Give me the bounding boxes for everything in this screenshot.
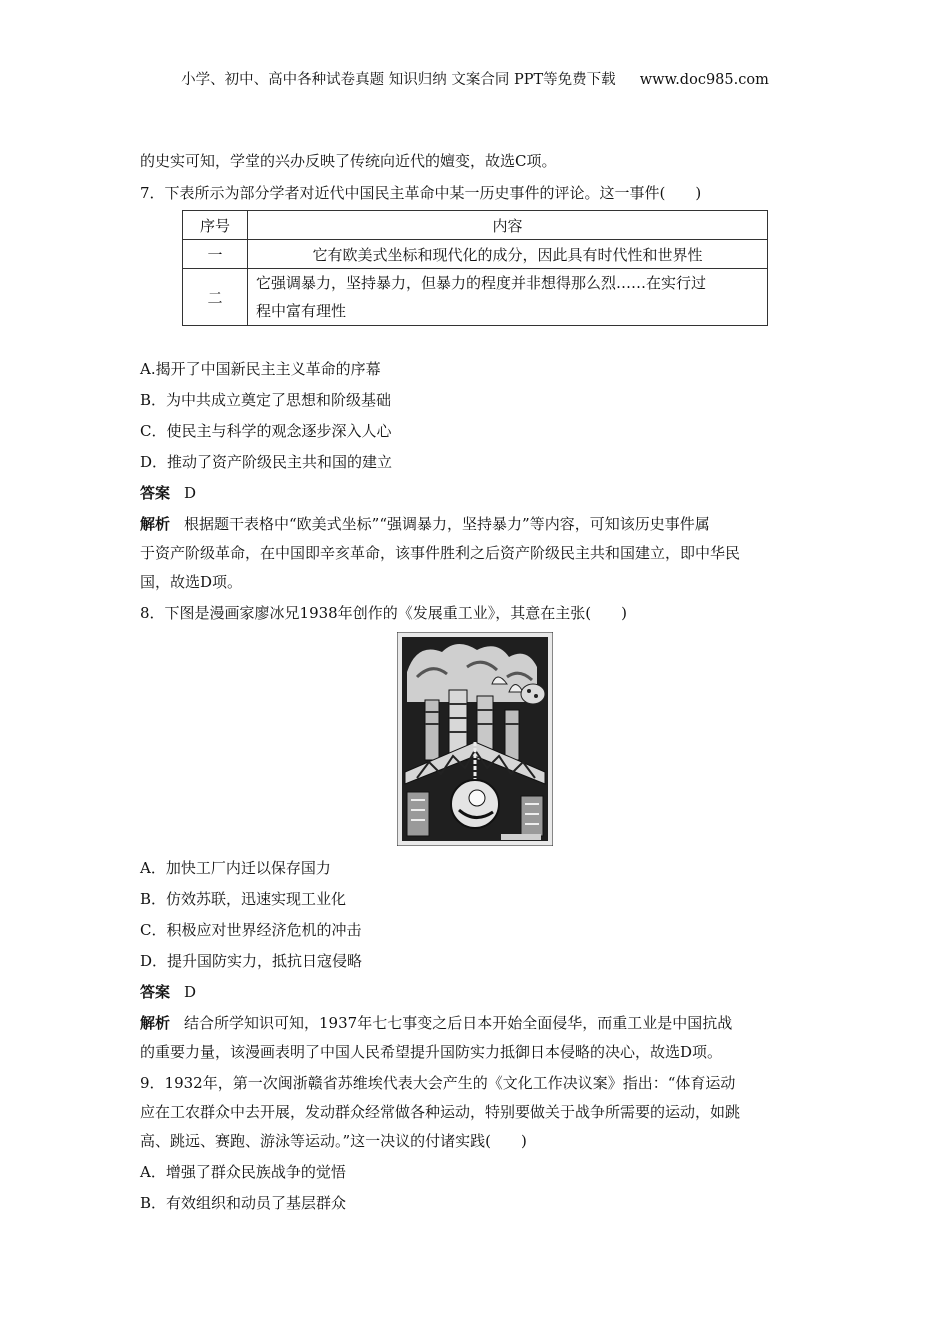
col-header-no: 序号 [183,211,248,240]
q7-analysis-line: 国，故选D项。 [140,573,243,591]
page-header [0,68,950,89]
table-header-row [183,211,768,240]
row-no: 二 [183,269,248,326]
q9-option-b: B．有效组织和动员了基层群众 [140,1194,347,1212]
q7-option-b: B．为中共成立奠定了思想和阶级基础 [140,391,392,409]
analysis-label: 解析 [140,515,171,533]
analysis-text: 根据题干表格中“欧美式坐标”“强调暴力，坚持暴力”等内容，可知该历史事件属 [184,515,710,533]
header-text: 小学、初中、高中各种试卷真题 知识归纳 文案合同 PPT等免费下载 [181,72,616,88]
q9-stem: 9．1932年，第一次闽浙赣省苏维埃代表大会产生的《文化工作决议案》指出：“体育运动 [140,1074,736,1092]
previous-analysis-tail: 的史实可知，学堂的兴办反映了传统向近代的嬗变，故选C项。 [140,152,557,170]
q7-stem: 7．下表所示为部分学者对近代中国民主革命中某一历史事件的评论。这一事件( ) [140,184,702,202]
q7-option-a: A.揭开了中国新民主主义革命的序幕 [140,360,381,378]
cartoon-heavy-industry-image [397,632,553,846]
col-header-content: 内容 [248,211,768,240]
row-content-line: 程中富有理性 [256,302,347,320]
q8-analysis-line [140,1012,812,1034]
answer-label: 答案 [140,983,171,1001]
q7-answer [140,482,812,504]
analysis-label: 解析 [140,1014,171,1032]
q7-analysis-line: 于资产阶级革命，在中国即辛亥革命，该事件胜利之后资产阶级民主共和国建立，即中华民 [140,544,741,562]
q7-option-d: D．推动了资产阶级民主共和国的建立 [140,453,393,471]
q8-answer [140,981,812,1003]
row-content [248,269,768,326]
q8-analysis-line: 的重要力量，该漫画表明了中国人民希望提升国防实力抵御日本侵略的决心，故选D项。 [140,1043,723,1061]
row-content: 它有欧美式坐标和现代化的成分，因此具有时代性和世界性 [248,240,768,269]
q8-option-c: C．积极应对世界经济危机的冲击 [140,921,362,939]
q8-option-a: A．加快工厂内迁以保存国力 [140,859,331,877]
q8-stem: 8．下图是漫画家廖冰兄1938年创作的《发展重工业》，其意在主张( ) [140,604,627,622]
q7-table [182,210,768,326]
table-row [183,240,768,269]
answer-label: 答案 [140,484,171,502]
row-content-line: 它强调暴力，坚持暴力，但暴力的程度并非想得那么烈……在实行过 [256,274,707,292]
table-row [183,269,768,326]
analysis-text: 结合所学知识可知，1937年七七事变之后日本开始全面侵华，而重工业是中国抗战 [184,1014,733,1032]
q8-option-b: B．仿效苏联，迅速实现工业化 [140,890,347,908]
answer-value: D [184,983,197,1001]
header-site[interactable]: www.doc985.com [639,72,769,88]
q9-option-a: A．增强了群众民族战争的觉悟 [140,1163,346,1181]
q9-stem: 高、跳远、赛跑、游泳等运动。”这一决议的付诸实践( ) [140,1132,527,1150]
q8-option-d: D．提升国防实力，抵抗日寇侵略 [140,952,363,970]
q7-analysis-line [140,513,812,535]
row-no: 一 [183,240,248,269]
q7-option-c: C．使民主与科学的观念逐步深入人心 [140,422,392,440]
answer-value: D [184,484,197,502]
q9-stem: 应在工农群众中去开展，发动群众经常做各种运动，特别要做关于战争所需要的运动，如跳 [140,1103,741,1121]
